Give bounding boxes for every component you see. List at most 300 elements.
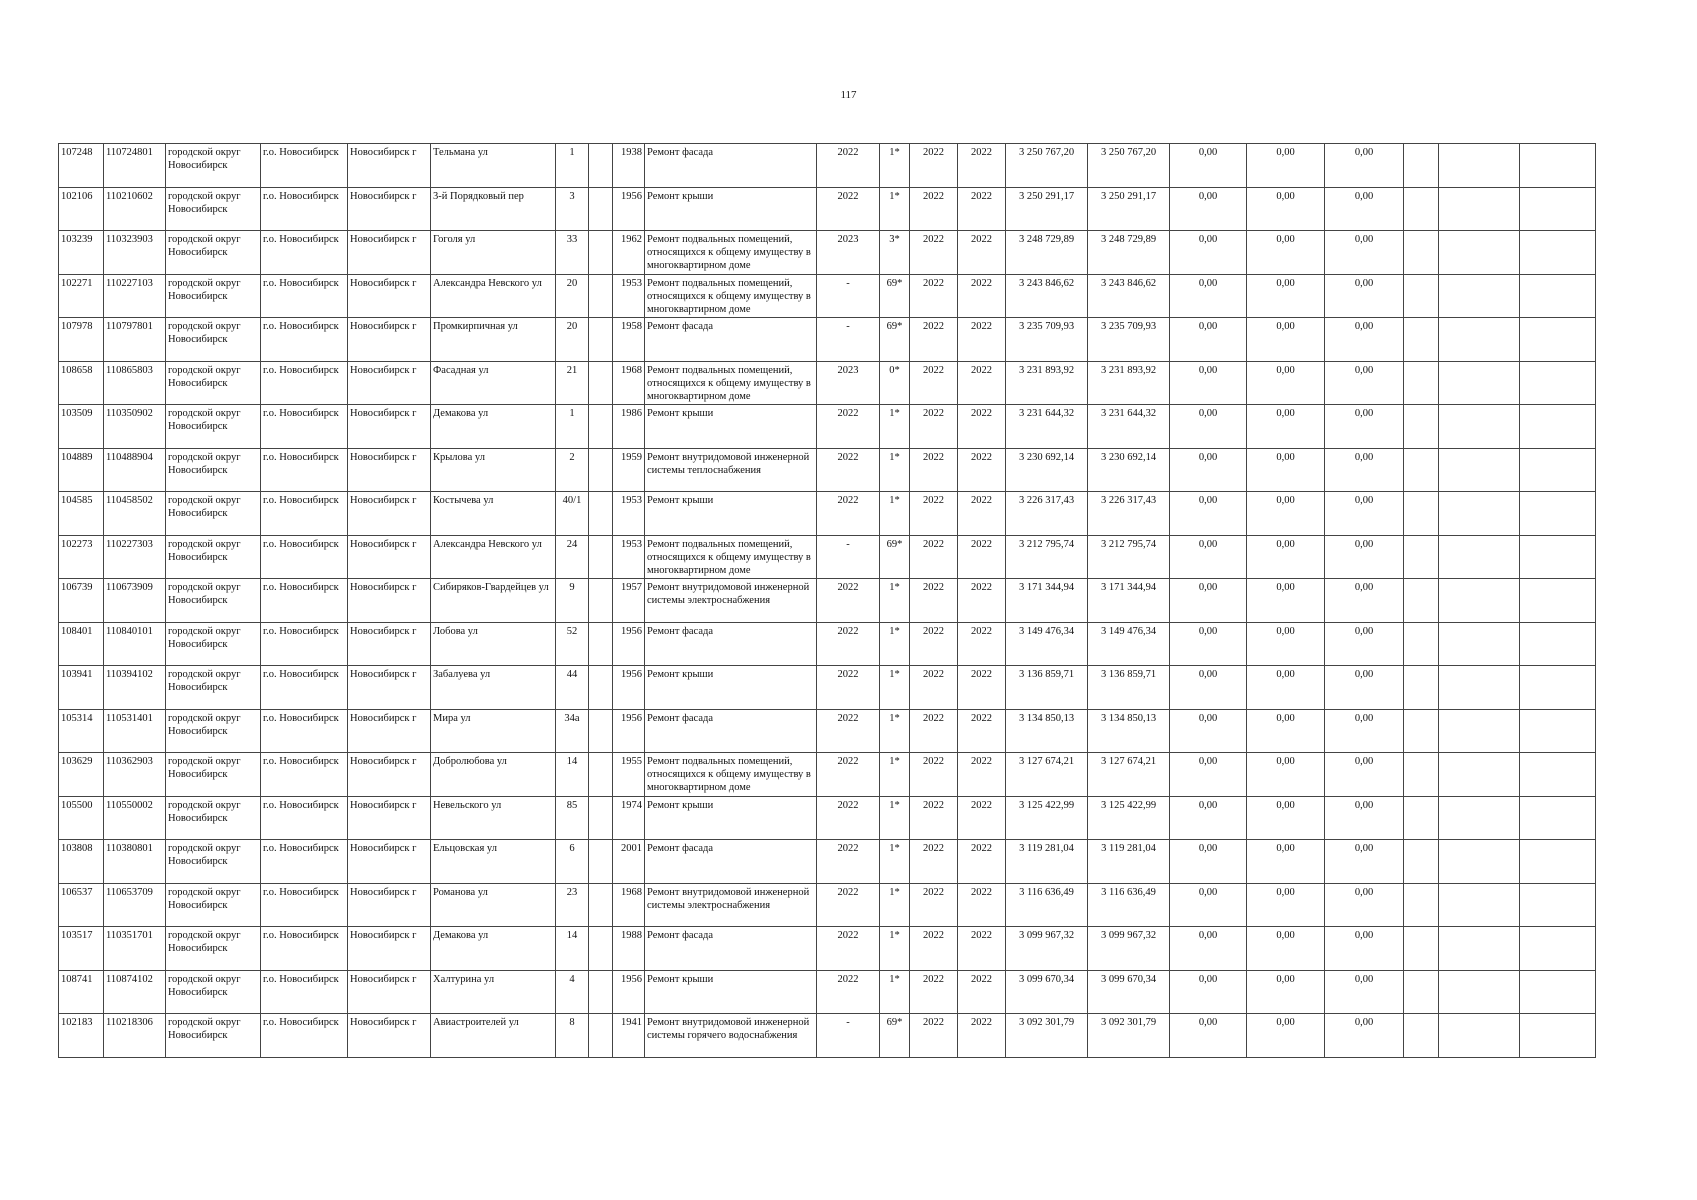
row-id: 108401 xyxy=(59,622,104,666)
row-city: Новосибирск г xyxy=(348,753,431,797)
row-house: 8 xyxy=(556,1014,589,1058)
row-code: 110227103 xyxy=(104,274,166,318)
row-fund-cost: 3 243 846,62 xyxy=(1088,274,1170,318)
row-code: 110323903 xyxy=(104,231,166,275)
row-empty-2 xyxy=(1439,666,1520,710)
row-year-end: 2022 xyxy=(958,231,1006,275)
row-empty-3 xyxy=(1520,492,1596,536)
table-row xyxy=(59,970,1596,1014)
row-house: 1 xyxy=(556,405,589,449)
row-building xyxy=(589,666,613,710)
row-house: 20 xyxy=(556,318,589,362)
row-fund-cost: 3 119 281,04 xyxy=(1088,840,1170,884)
row-street: Мира ул xyxy=(431,709,556,753)
row-id: 105500 xyxy=(59,796,104,840)
capital-repair-table xyxy=(58,143,1596,1058)
row-municipality: городской округ Новосибирск xyxy=(166,1014,261,1058)
row-value-3: 0,00 xyxy=(1325,274,1404,318)
row-year-start: 2022 xyxy=(910,622,958,666)
row-value-1: 0,00 xyxy=(1170,753,1247,797)
row-house: 33 xyxy=(556,231,589,275)
row-value-2: 0,00 xyxy=(1247,318,1325,362)
row-total-cost: 3 127 674,21 xyxy=(1006,753,1088,797)
row-note: 0* xyxy=(880,361,910,405)
row-fund-cost: 3 212 795,74 xyxy=(1088,535,1170,579)
row-year-end: 2022 xyxy=(958,840,1006,884)
row-year-built: 1957 xyxy=(613,579,645,623)
row-plan-year: 2022 xyxy=(817,622,880,666)
row-plan-year: 2023 xyxy=(817,231,880,275)
row-id: 107978 xyxy=(59,318,104,362)
row-street: Александра Невского ул xyxy=(431,535,556,579)
row-municipality-short: г.о. Новосибирск xyxy=(261,231,348,275)
row-street: Крылова ул xyxy=(431,448,556,492)
row-value-1: 0,00 xyxy=(1170,883,1247,927)
row-empty-1 xyxy=(1404,274,1439,318)
row-year-start: 2022 xyxy=(910,1014,958,1058)
row-house: 40/1 xyxy=(556,492,589,536)
row-id: 103941 xyxy=(59,666,104,710)
row-street: Добролюбова ул xyxy=(431,753,556,797)
row-value-2: 0,00 xyxy=(1247,492,1325,536)
row-value-3: 0,00 xyxy=(1325,709,1404,753)
row-year-built: 2001 xyxy=(613,840,645,884)
row-year-start: 2022 xyxy=(910,535,958,579)
row-empty-2 xyxy=(1439,1014,1520,1058)
row-house: 23 xyxy=(556,883,589,927)
row-id: 108741 xyxy=(59,970,104,1014)
row-year-start: 2022 xyxy=(910,318,958,362)
row-municipality-short: г.о. Новосибирск xyxy=(261,666,348,710)
row-empty-3 xyxy=(1520,1014,1596,1058)
row-total-cost: 3 171 344,94 xyxy=(1006,579,1088,623)
row-code: 110673909 xyxy=(104,579,166,623)
row-city: Новосибирск г xyxy=(348,492,431,536)
row-year-start: 2022 xyxy=(910,840,958,884)
row-value-2: 0,00 xyxy=(1247,709,1325,753)
row-city: Новосибирск г xyxy=(348,448,431,492)
row-municipality-short: г.о. Новосибирск xyxy=(261,970,348,1014)
row-year-start: 2022 xyxy=(910,666,958,710)
row-street: Халтурина ул xyxy=(431,970,556,1014)
row-empty-1 xyxy=(1404,492,1439,536)
row-value-3: 0,00 xyxy=(1325,535,1404,579)
row-house: 52 xyxy=(556,622,589,666)
row-building xyxy=(589,448,613,492)
row-fund-cost: 3 092 301,79 xyxy=(1088,1014,1170,1058)
row-municipality-short: г.о. Новосибирск xyxy=(261,274,348,318)
row-value-3: 0,00 xyxy=(1325,622,1404,666)
row-value-1: 0,00 xyxy=(1170,927,1247,971)
row-municipality: городской округ Новосибирск xyxy=(166,796,261,840)
row-city: Новосибирск г xyxy=(348,840,431,884)
row-house: 9 xyxy=(556,579,589,623)
row-total-cost: 3 212 795,74 xyxy=(1006,535,1088,579)
row-total-cost: 3 231 644,32 xyxy=(1006,405,1088,449)
row-plan-year: 2022 xyxy=(817,970,880,1014)
row-value-1: 0,00 xyxy=(1170,144,1247,188)
row-note: 1* xyxy=(880,622,910,666)
row-municipality: городской округ Новосибирск xyxy=(166,492,261,536)
row-note: 1* xyxy=(880,796,910,840)
row-empty-2 xyxy=(1439,274,1520,318)
row-plan-year: 2022 xyxy=(817,883,880,927)
row-empty-1 xyxy=(1404,535,1439,579)
row-municipality: городской округ Новосибирск xyxy=(166,970,261,1014)
row-plan-year: 2022 xyxy=(817,492,880,536)
row-value-3: 0,00 xyxy=(1325,883,1404,927)
row-house: 34а xyxy=(556,709,589,753)
row-municipality: городской округ Новосибирск xyxy=(166,883,261,927)
row-year-start: 2022 xyxy=(910,231,958,275)
row-municipality: городской округ Новосибирск xyxy=(166,666,261,710)
row-house: 44 xyxy=(556,666,589,710)
row-value-1: 0,00 xyxy=(1170,405,1247,449)
row-work-type: Ремонт внутридомовой инженерной системы электроснабжения xyxy=(645,883,817,927)
row-note: 1* xyxy=(880,709,910,753)
row-total-cost: 3 243 846,62 xyxy=(1006,274,1088,318)
row-empty-2 xyxy=(1439,883,1520,927)
row-city: Новосибирск г xyxy=(348,970,431,1014)
row-street: Костычева ул xyxy=(431,492,556,536)
row-code: 110218306 xyxy=(104,1014,166,1058)
row-total-cost: 3 250 767,20 xyxy=(1006,144,1088,188)
row-fund-cost: 3 231 893,92 xyxy=(1088,361,1170,405)
table-row xyxy=(59,579,1596,623)
row-value-1: 0,00 xyxy=(1170,1014,1247,1058)
row-total-cost: 3 250 291,17 xyxy=(1006,187,1088,231)
row-empty-3 xyxy=(1520,883,1596,927)
table-row xyxy=(59,274,1596,318)
row-city: Новосибирск г xyxy=(348,405,431,449)
row-fund-cost: 3 125 422,99 xyxy=(1088,796,1170,840)
row-year-start: 2022 xyxy=(910,927,958,971)
row-note: 1* xyxy=(880,666,910,710)
row-value-1: 0,00 xyxy=(1170,492,1247,536)
row-value-2: 0,00 xyxy=(1247,927,1325,971)
row-year-start: 2022 xyxy=(910,361,958,405)
row-year-end: 2022 xyxy=(958,970,1006,1014)
row-empty-3 xyxy=(1520,187,1596,231)
row-street: Демакова ул xyxy=(431,927,556,971)
row-municipality-short: г.о. Новосибирск xyxy=(261,840,348,884)
row-note: 1* xyxy=(880,144,910,188)
row-house: 6 xyxy=(556,840,589,884)
row-year-built: 1953 xyxy=(613,274,645,318)
row-value-2: 0,00 xyxy=(1247,622,1325,666)
row-year-start: 2022 xyxy=(910,187,958,231)
row-city: Новосибирск г xyxy=(348,709,431,753)
row-value-2: 0,00 xyxy=(1247,231,1325,275)
row-year-end: 2022 xyxy=(958,753,1006,797)
row-empty-1 xyxy=(1404,144,1439,188)
row-municipality: городской округ Новосибирск xyxy=(166,405,261,449)
row-house: 21 xyxy=(556,361,589,405)
row-street: Невельского ул xyxy=(431,796,556,840)
row-value-1: 0,00 xyxy=(1170,535,1247,579)
row-value-2: 0,00 xyxy=(1247,666,1325,710)
row-building xyxy=(589,274,613,318)
row-year-end: 2022 xyxy=(958,318,1006,362)
row-fund-cost: 3 231 644,32 xyxy=(1088,405,1170,449)
row-value-2: 0,00 xyxy=(1247,579,1325,623)
row-note: 1* xyxy=(880,840,910,884)
row-value-3: 0,00 xyxy=(1325,231,1404,275)
row-municipality-short: г.о. Новосибирск xyxy=(261,1014,348,1058)
table-row xyxy=(59,405,1596,449)
row-value-2: 0,00 xyxy=(1247,274,1325,318)
row-id: 102183 xyxy=(59,1014,104,1058)
row-city: Новосибирск г xyxy=(348,361,431,405)
row-value-2: 0,00 xyxy=(1247,753,1325,797)
table-row xyxy=(59,927,1596,971)
row-plan-year: - xyxy=(817,1014,880,1058)
row-year-start: 2022 xyxy=(910,883,958,927)
row-note: 3* xyxy=(880,231,910,275)
row-year-built: 1968 xyxy=(613,883,645,927)
row-year-start: 2022 xyxy=(910,579,958,623)
row-empty-1 xyxy=(1404,666,1439,710)
row-note: 1* xyxy=(880,579,910,623)
row-year-built: 1956 xyxy=(613,709,645,753)
row-id: 104889 xyxy=(59,448,104,492)
row-total-cost: 3 092 301,79 xyxy=(1006,1014,1088,1058)
row-code: 110797801 xyxy=(104,318,166,362)
row-building xyxy=(589,796,613,840)
row-work-type: Ремонт фасада xyxy=(645,927,817,971)
row-year-end: 2022 xyxy=(958,709,1006,753)
table-row xyxy=(59,361,1596,405)
row-empty-1 xyxy=(1404,318,1439,362)
row-street: Александра Невского ул xyxy=(431,274,556,318)
row-empty-2 xyxy=(1439,622,1520,666)
table-row xyxy=(59,709,1596,753)
row-city: Новосибирск г xyxy=(348,187,431,231)
row-municipality: городской округ Новосибирск xyxy=(166,535,261,579)
row-year-built: 1958 xyxy=(613,318,645,362)
row-empty-1 xyxy=(1404,187,1439,231)
row-empty-2 xyxy=(1439,970,1520,1014)
row-city: Новосибирск г xyxy=(348,144,431,188)
row-work-type: Ремонт крыши xyxy=(645,666,817,710)
row-year-end: 2022 xyxy=(958,492,1006,536)
row-building xyxy=(589,709,613,753)
row-value-3: 0,00 xyxy=(1325,666,1404,710)
row-house: 1 xyxy=(556,144,589,188)
row-fund-cost: 3 127 674,21 xyxy=(1088,753,1170,797)
row-value-1: 0,00 xyxy=(1170,840,1247,884)
table-body xyxy=(59,144,1596,1058)
row-year-start: 2022 xyxy=(910,970,958,1014)
row-id: 103517 xyxy=(59,927,104,971)
row-value-1: 0,00 xyxy=(1170,666,1247,710)
row-work-type: Ремонт крыши xyxy=(645,796,817,840)
page-number: 117 xyxy=(840,89,857,101)
row-municipality-short: г.о. Новосибирск xyxy=(261,753,348,797)
row-note: 69* xyxy=(880,274,910,318)
row-house: 20 xyxy=(556,274,589,318)
row-year-end: 2022 xyxy=(958,144,1006,188)
row-fund-cost: 3 099 670,34 xyxy=(1088,970,1170,1014)
row-value-2: 0,00 xyxy=(1247,361,1325,405)
row-year-built: 1956 xyxy=(613,666,645,710)
row-id: 108658 xyxy=(59,361,104,405)
row-empty-1 xyxy=(1404,361,1439,405)
table-row xyxy=(59,144,1596,188)
row-fund-cost: 3 149 476,34 xyxy=(1088,622,1170,666)
row-street: Тельмана ул xyxy=(431,144,556,188)
row-building xyxy=(589,753,613,797)
row-total-cost: 3 230 692,14 xyxy=(1006,448,1088,492)
row-empty-3 xyxy=(1520,361,1596,405)
row-work-type: Ремонт подвальных помещений, относящихся к общему имуществу в многоквартирном доме xyxy=(645,231,817,275)
row-building xyxy=(589,231,613,275)
row-code: 110865803 xyxy=(104,361,166,405)
row-building xyxy=(589,927,613,971)
table-row xyxy=(59,666,1596,710)
row-year-end: 2022 xyxy=(958,535,1006,579)
row-building xyxy=(589,883,613,927)
row-empty-2 xyxy=(1439,231,1520,275)
row-municipality: городской округ Новосибирск xyxy=(166,318,261,362)
row-city: Новосибирск г xyxy=(348,883,431,927)
row-empty-1 xyxy=(1404,927,1439,971)
row-total-cost: 3 099 670,34 xyxy=(1006,970,1088,1014)
row-year-start: 2022 xyxy=(910,709,958,753)
row-empty-1 xyxy=(1404,796,1439,840)
row-empty-3 xyxy=(1520,666,1596,710)
row-plan-year: - xyxy=(817,535,880,579)
row-total-cost: 3 134 850,13 xyxy=(1006,709,1088,753)
row-note: 1* xyxy=(880,753,910,797)
row-value-3: 0,00 xyxy=(1325,796,1404,840)
row-code: 110362903 xyxy=(104,753,166,797)
row-empty-2 xyxy=(1439,579,1520,623)
row-street: Промкирпичная ул xyxy=(431,318,556,362)
row-house: 3 xyxy=(556,187,589,231)
row-municipality-short: г.о. Новосибирск xyxy=(261,318,348,362)
row-house: 85 xyxy=(556,796,589,840)
row-empty-2 xyxy=(1439,318,1520,362)
row-fund-cost: 3 235 709,93 xyxy=(1088,318,1170,362)
row-empty-1 xyxy=(1404,405,1439,449)
table-row xyxy=(59,840,1596,884)
row-year-built: 1956 xyxy=(613,622,645,666)
row-work-type: Ремонт подвальных помещений, относящихся к общему имуществу в многоквартирном доме xyxy=(645,535,817,579)
row-value-2: 0,00 xyxy=(1247,144,1325,188)
row-total-cost: 3 149 476,34 xyxy=(1006,622,1088,666)
row-year-end: 2022 xyxy=(958,274,1006,318)
row-code: 110724801 xyxy=(104,144,166,188)
table-row xyxy=(59,187,1596,231)
row-street: Романова ул xyxy=(431,883,556,927)
row-year-end: 2022 xyxy=(958,622,1006,666)
row-code: 110550002 xyxy=(104,796,166,840)
row-municipality-short: г.о. Новосибирск xyxy=(261,883,348,927)
row-plan-year: 2022 xyxy=(817,796,880,840)
row-municipality: городской округ Новосибирск xyxy=(166,840,261,884)
row-note: 1* xyxy=(880,927,910,971)
row-municipality: городской округ Новосибирск xyxy=(166,753,261,797)
row-fund-cost: 3 230 692,14 xyxy=(1088,448,1170,492)
row-empty-1 xyxy=(1404,1014,1439,1058)
row-id: 102273 xyxy=(59,535,104,579)
row-total-cost: 3 235 709,93 xyxy=(1006,318,1088,362)
row-value-2: 0,00 xyxy=(1247,970,1325,1014)
row-work-type: Ремонт крыши xyxy=(645,492,817,536)
row-year-end: 2022 xyxy=(958,666,1006,710)
row-work-type: Ремонт фасада xyxy=(645,709,817,753)
row-city: Новосибирск г xyxy=(348,579,431,623)
row-year-end: 2022 xyxy=(958,927,1006,971)
row-year-start: 2022 xyxy=(910,796,958,840)
row-year-end: 2022 xyxy=(958,361,1006,405)
row-plan-year: 2022 xyxy=(817,405,880,449)
row-work-type: Ремонт фасада xyxy=(645,318,817,362)
row-work-type: Ремонт подвальных помещений, относящихся к общему имуществу в многоквартирном доме xyxy=(645,753,817,797)
row-municipality: городской округ Новосибирск xyxy=(166,709,261,753)
row-value-3: 0,00 xyxy=(1325,1014,1404,1058)
row-municipality-short: г.о. Новосибирск xyxy=(261,579,348,623)
row-house: 14 xyxy=(556,753,589,797)
row-municipality: городской округ Новосибирск xyxy=(166,448,261,492)
row-empty-3 xyxy=(1520,405,1596,449)
row-municipality-short: г.о. Новосибирск xyxy=(261,709,348,753)
row-city: Новосибирск г xyxy=(348,1014,431,1058)
row-empty-2 xyxy=(1439,927,1520,971)
row-code: 110350902 xyxy=(104,405,166,449)
row-id: 102106 xyxy=(59,187,104,231)
row-work-type: Ремонт крыши xyxy=(645,187,817,231)
row-id: 103239 xyxy=(59,231,104,275)
row-year-end: 2022 xyxy=(958,579,1006,623)
row-value-1: 0,00 xyxy=(1170,622,1247,666)
row-municipality: городской округ Новосибирск xyxy=(166,622,261,666)
row-municipality-short: г.о. Новосибирск xyxy=(261,405,348,449)
row-empty-2 xyxy=(1439,448,1520,492)
row-value-3: 0,00 xyxy=(1325,753,1404,797)
row-code: 110394102 xyxy=(104,666,166,710)
row-municipality: городской округ Новосибирск xyxy=(166,927,261,971)
row-empty-2 xyxy=(1439,405,1520,449)
row-house: 2 xyxy=(556,448,589,492)
row-value-3: 0,00 xyxy=(1325,361,1404,405)
row-building xyxy=(589,492,613,536)
row-work-type: Ремонт подвальных помещений, относящихся к общему имуществу в многоквартирном доме xyxy=(645,361,817,405)
row-code: 110458502 xyxy=(104,492,166,536)
row-value-3: 0,00 xyxy=(1325,579,1404,623)
row-year-start: 2022 xyxy=(910,144,958,188)
row-total-cost: 3 231 893,92 xyxy=(1006,361,1088,405)
row-city: Новосибирск г xyxy=(348,318,431,362)
row-year-built: 1962 xyxy=(613,231,645,275)
row-municipality: городской округ Новосибирск xyxy=(166,361,261,405)
row-plan-year: 2022 xyxy=(817,144,880,188)
row-empty-1 xyxy=(1404,579,1439,623)
row-value-1: 0,00 xyxy=(1170,361,1247,405)
row-value-2: 0,00 xyxy=(1247,448,1325,492)
row-work-type: Ремонт фасада xyxy=(645,840,817,884)
row-year-built: 1953 xyxy=(613,492,645,536)
row-year-built: 1968 xyxy=(613,361,645,405)
row-note: 69* xyxy=(880,318,910,362)
row-empty-3 xyxy=(1520,144,1596,188)
row-id: 105314 xyxy=(59,709,104,753)
row-value-2: 0,00 xyxy=(1247,840,1325,884)
row-fund-cost: 3 171 344,94 xyxy=(1088,579,1170,623)
row-year-built: 1956 xyxy=(613,187,645,231)
row-street: 3-й Порядковый пер xyxy=(431,187,556,231)
